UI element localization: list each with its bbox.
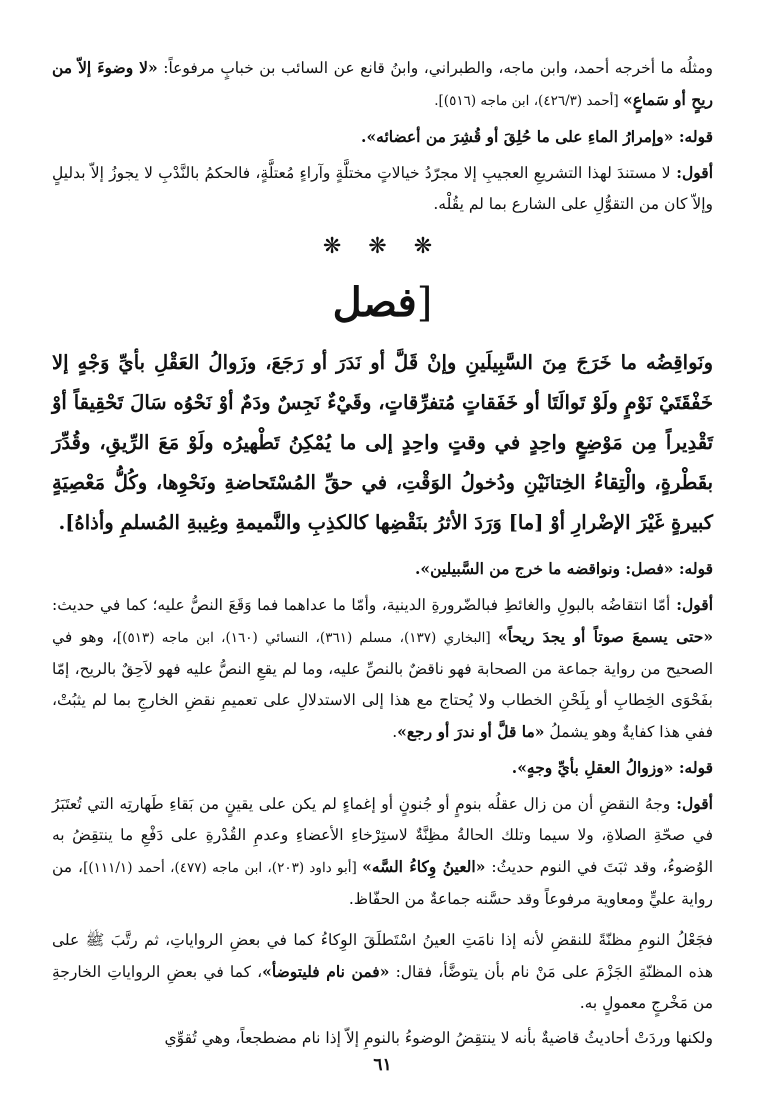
qawluh-paragraph [52, 752, 713, 784]
quoted-text: «وإمرارُ الماءِ على ما حُلِقَ أو قُشِرَ من أعضائه». [361, 127, 674, 146]
paragraph-text: لا مستندَ لهذا التشريعِ العجيبِ إلا مجرّدُ خيالاتٍ مختلَّةٍ وآراءٍ مُعتلَّةٍ، فالحكمُ بالنَّدْبِ لا يجوزُ إلاّ بدليلٍ وإلاّ كان من التقوُّلِ على الشارع بما لم يقُلْه. [52, 164, 713, 213]
quoted-text: «فصل: ونواقضه ما خرج من السَّبيلين». [415, 559, 674, 578]
aqul-label: أقول: [670, 794, 713, 813]
section-heading [52, 279, 713, 327]
paragraph [52, 925, 713, 1019]
aqul-label: أقول: [670, 595, 714, 614]
paragraph-hadith-reference [52, 52, 713, 117]
qawluh-label: قوله: [673, 758, 713, 777]
paragraph-text: ومثلُه ما أخرجه أحمد، وابن ماجه، والطبراني، وابنُ قانع عن السائب بن خبابٍ مرفوعاً: [157, 59, 714, 77]
paragraph-text: وجهُ النقضِ أن من زال عقلُه بنومٍ أو جُنونٍ أو إغماءٍ لم يكن على يقينٍ من بَقاءِ طَهارتِه التي تُعتَبَرُ في صحّةِ الصلاةِ، ولا سيما وتلك الحالةُ مظِنَّةٌ لاستِرْخاءِ الأعضاءِ وعدمِ القُدْرةِ على دَفْعِ ما ينتقِضُ به الوُضوءُ، وقد ثبَتَ في النوم حديثُ: [52, 795, 714, 876]
aqul-paragraph [52, 788, 713, 915]
paragraph-text: أمّا انتقاضُه بالبولِ والغائطِ فبالضّرورةِ الدينية، وأمّا ما عداهما فما وَقَعَ النصُّ عليه؛ كما في حديث: [52, 596, 671, 614]
citation: [أبو داود (٢٠٣)، ابن ماجه (٤٧٧)، أحمد (١١١/١)] [83, 860, 363, 876]
hadith-quote: «ما قلَّ أو ندرَ أو رجع» [397, 722, 545, 741]
heading-bracket: [ [416, 280, 433, 326]
aqul-paragraph [52, 589, 713, 748]
hadith-quote: «لا وضوءَ إلاّ من ريحٍ أو سَماعٍ» [52, 58, 713, 109]
paragraph-text: ، كما في بعضِ الرواياتِ الخارجةِ من مَخْرجٍ معمولٍ به. [52, 963, 713, 1012]
heading-title: فصل [332, 279, 417, 326]
qawluh-paragraph [52, 121, 713, 153]
qawluh-paragraph [52, 553, 713, 585]
hadith-quote: «العينُ وِكاءُ السَّه» [362, 857, 486, 876]
matn-text: ونَواقِضُه ما خَرَجَ مِنَ السَّبِيلَينِ وإنْ قَلَّ أو نَدَرَ أو رَجَعَ، وزَوالُ العَقْلِ بأيِّ وَجْهٍ إلا خَفْقَتَيْ نَوْمٍ ولَوْ تَوالَتَا أو خَفَقاتٍ مُتفرِّقاتٍ، وقَيْءٌ نَجِسٌ ودَمٌ أوْ نَحْوُه سَالَ تَحْقِيقاً أوْ تَقْدِيراً مِن مَوْضِعٍ واحِدٍ في وقتٍ واحِدٍ إلى ما يُمْكِنُ تَطْهيرُه ولَوْ مَعَ الرِّيقِ، وقُدِّرَ بقَطْرةٍ، والْتِقاءُ الخِتانَيْنِ ودُخولُ الوَقْتِ، في حقِّ المُسْتَحاضةِ ونَحْوِها، وكُلُّ مَعْصِيَةٍ كبيرةٍ غَيْرَ الإضْرارِ أوْ [ما] وَرَدَ الأثرُ بنَقْضِها كالكذِبِ والنَّميمةِ وغِيبةِ المُسلمِ وأذاهُ]. [52, 351, 713, 534]
paragraph: ولكنها وردَتْ أحاديثُ قاضيةٌ بأنه لا ينتقِضُ الوضوءُ بالنومِ إلاّ إذا نام مضطجعاً، وهي تُقوِّي [164, 1029, 713, 1047]
hadith-quote: «فمن نام فليتوضأ» [262, 962, 390, 981]
section-divider-ornament: ❋ ❋ ❋ [322, 234, 443, 259]
paragraph-text: . [392, 723, 398, 741]
citation: [أحمد (٤٢٦/٣)، ابن ماجه (٥١٦)]. [434, 93, 623, 109]
hadith-quote: «حتى يسمعَ صوتاً أو يجدَ ريحاً» [498, 627, 714, 646]
qawluh-label: قوله: [673, 559, 713, 578]
paragraph-text: فجَعْلُ النومِ مظنّةً للنقضِ لأنه إذا نامَتِ العينُ اسْتَطلَقَ الوِكاءُ كما في بعضِ الرواياتِ، ثم رتَّبَ ﷺ على هذه المظنّةِ الجَزْمَ على مَنْ نام بأن يتوضَّأ، فقال: [52, 931, 714, 981]
aqul-label: أقول: [670, 163, 714, 182]
aqul-paragraph [52, 157, 713, 220]
qawluh-label: قوله: [673, 127, 713, 146]
paragraph-text: ، وهو في الصحيح من رواية جماعة من الصحابة فهو ناقضٌ بالنصِّ عليه، وما لم يقعِ النصُّ عليه فهو لاَحِقٌ بالريح، إمّا بفَحْوَى الخِطابِ أو بِلَحْنِ الخطاب ولا يُحتاج مع هذا إلى الاستدلالِ على تعميمِ نقضِ الخارجِ بما لم يثبُتْ، ففي هذا كفايةٌ وهو يشملُ [52, 628, 713, 741]
citation: [البخاري (١٣٧)، مسلم (٣٦١)، النسائي (١٦٠)، ابن ماجه (٥١٣)] [116, 630, 499, 646]
quoted-text: «وزوالُ العقلِ بأيِّ وجهٍ». [511, 758, 674, 777]
page-number: ٦١ [373, 1055, 392, 1075]
paragraph-text: ، من رواية عليٍّ ومعاوية مرفوعاً وقد حسَّنه جماعةٌ من الحفّاظ. [52, 858, 713, 908]
